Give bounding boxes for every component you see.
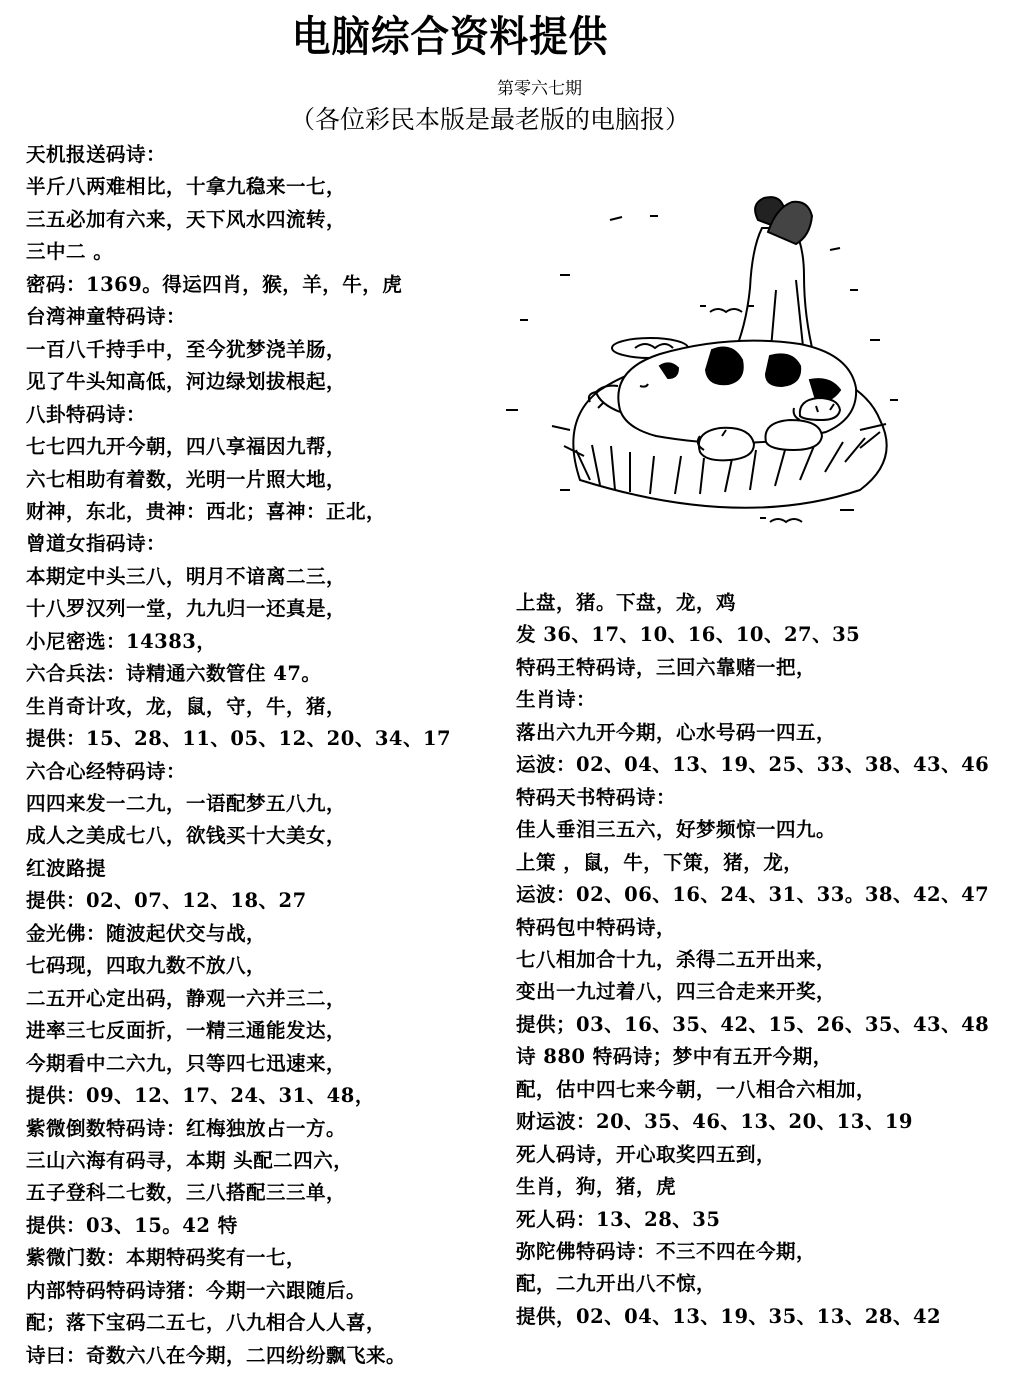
right-col-text-line: 提供，02、04、13、19、35、13、28、42 [516,1304,942,1328]
left-col-text-line: 曾道女指码诗： [26,532,167,556]
left-col-text-line: 配；落下宝码二五七，八九相合人人喜， [26,1311,387,1335]
left-col-text-line: 七七四九开今朝，四八享福因九帮， [26,435,347,459]
left-col-text-line: 提供：09、12、17、24、31、48， [26,1084,375,1108]
left-col-text-line: 八卦特码诗： [26,402,147,426]
left-col-text-line: 六七相助有着数，光明一片照大地， [26,467,347,491]
left-col-text-line: 本期定中头三八，明月不谙离二三， [26,564,347,588]
right-col-text-line: 佳人垂泪三五六，好梦频惊一四九。 [516,818,837,842]
right-col-text-line: 死人码：13、28、35 [516,1207,721,1231]
left-col-text-line: 小尼密选：14383， [26,629,217,653]
left-col-text-line: 三五必加有六来，天下风水四流转， [26,207,347,231]
right-col-text-line: 生肖诗： [516,688,597,712]
right-col-text-line: 配，二九开出八不惊， [516,1272,717,1296]
left-col-text-line: 紫微门数：本期特码奖有一七， [26,1246,307,1270]
left-col-text-line: 生肖奇计攻，龙，鼠，守，牛，猪， [26,694,347,718]
left-col-text-line: 提供：15、28、11、05、12、20、34、17 [26,727,452,751]
left-col-text-line: 见了牛头知高低，河边绿划拔根起， [26,370,347,394]
right-col-text-line: 弥陀佛特码诗：不三不四在今期， [516,1240,817,1263]
right-col-text-line: 财运波：20、35、46、13、20、13、19 [516,1110,913,1134]
right-col-text-line: 运波：02、06、16、24、31、33。38、42、47 [516,883,990,907]
right-col-text-line: 诗 880 特码诗；梦中有五开今期， [516,1045,833,1069]
left-col-text-line: 七码现，四取九数不放八， [26,954,267,978]
left-col-text-line: 提供：03、15。42 特 [26,1213,238,1237]
left-col-text-line: 提供：02、07、12、18、27 [26,889,307,913]
right-col-text-line: 落出六九开今期，心水号码一四五， [516,720,837,744]
issue-number: 第零六七期 [497,79,582,99]
page-title: 电脑综合资料提供 [291,12,609,61]
left-col-text-line: 天机报送码诗： [26,143,167,166]
left-col-text-line: 成人之美成七八，欲钱买十大美女， [26,824,347,848]
left-col-text-line: 六合心经特码诗： [26,759,187,783]
right-col-text-line: 上策 ，鼠，牛，下策，猪，龙， [516,850,804,874]
left-col-text-line: 一百八千持手中，至今犹梦浇羊肠， [26,337,347,361]
pig-family-illustration [500,180,910,530]
left-col-text-line: 台湾神童特码诗： [26,305,187,329]
left-col-text-line: 二五开心定出码，静观一六并三二， [26,986,347,1010]
left-col-text-line: 今期看中二六九，只等四七迅速来， [26,1051,347,1075]
right-col-text-line: 提供；03、16、35、42、15、26、35、43、48 [516,1012,990,1036]
left-col-text-line: 十八罗汉列一堂，九九归一还真是， [26,597,347,621]
right-col-text-line: 七八相加合十九，杀得二五开出来， [516,947,837,971]
right-col-text-line: 特码包中特码诗， [516,915,677,939]
right-col-text-line: 死人码诗，开心取奖四五到， [516,1142,777,1166]
right-col-text-line: 配，估中四七来今朝，一八相合六相加， [516,1077,877,1101]
right-col-text-line: 变出一九过着八，四三合走来开奖， [516,980,837,1004]
left-col-text-line: 密码：1369。得运四肖，猴，羊，牛，虎 [26,272,403,296]
right-col-text-line: 上盘，猪。下盘，龙，鸡 [516,591,737,614]
left-col-text-line: 内部特码特码诗猪：今期一六跟随后。 [26,1278,367,1302]
left-col-text-line: 三中二 。 [26,240,114,264]
right-col-text-line: 运波：02、04、13、19、25、33、38、43、46 [516,753,990,777]
left-col-text-line: 诗曰：奇数六八在今期，二四纷纷飘飞来。 [26,1343,407,1367]
subtitle: （各位彩民本版是最老版的电脑报） [290,105,691,134]
left-col-text-line: 红波路提 [26,856,107,880]
left-col-text-line: 三山六海有码寻，本期 头配二四六， [26,1148,354,1172]
right-col-text-line: 生肖，狗，猪，虎 [516,1175,677,1199]
left-col-text-line: 四四来发一二九，一语配梦五八九， [26,792,347,815]
left-col-text-line: 进率三七反面折，一精三通能发达， [26,1019,347,1043]
left-col-text-line: 半斤八两难相比，十拿九稳来一七， [26,175,347,199]
left-col-text-line: 金光佛：随波起伏交与战， [26,921,267,945]
left-col-text-line: 六合兵法：诗精通六数管住 47。 [26,662,322,686]
right-col-text-line: 特码王特码诗，三回六靠赌一把， [516,655,817,679]
left-col-text-line: 五子登科二七数，三八搭配三三单， [26,1181,347,1205]
right-col-text-line: 发 36、17、10、16、10、27、35 [516,623,861,647]
left-col-text-line: 紫微倒数特码诗：红梅独放占一方。 [26,1116,347,1140]
right-col-text-line: 特码天书特码诗： [516,785,677,809]
left-col-text-line: 财神，东北，贵神：西北；喜神：正北， [26,499,387,523]
